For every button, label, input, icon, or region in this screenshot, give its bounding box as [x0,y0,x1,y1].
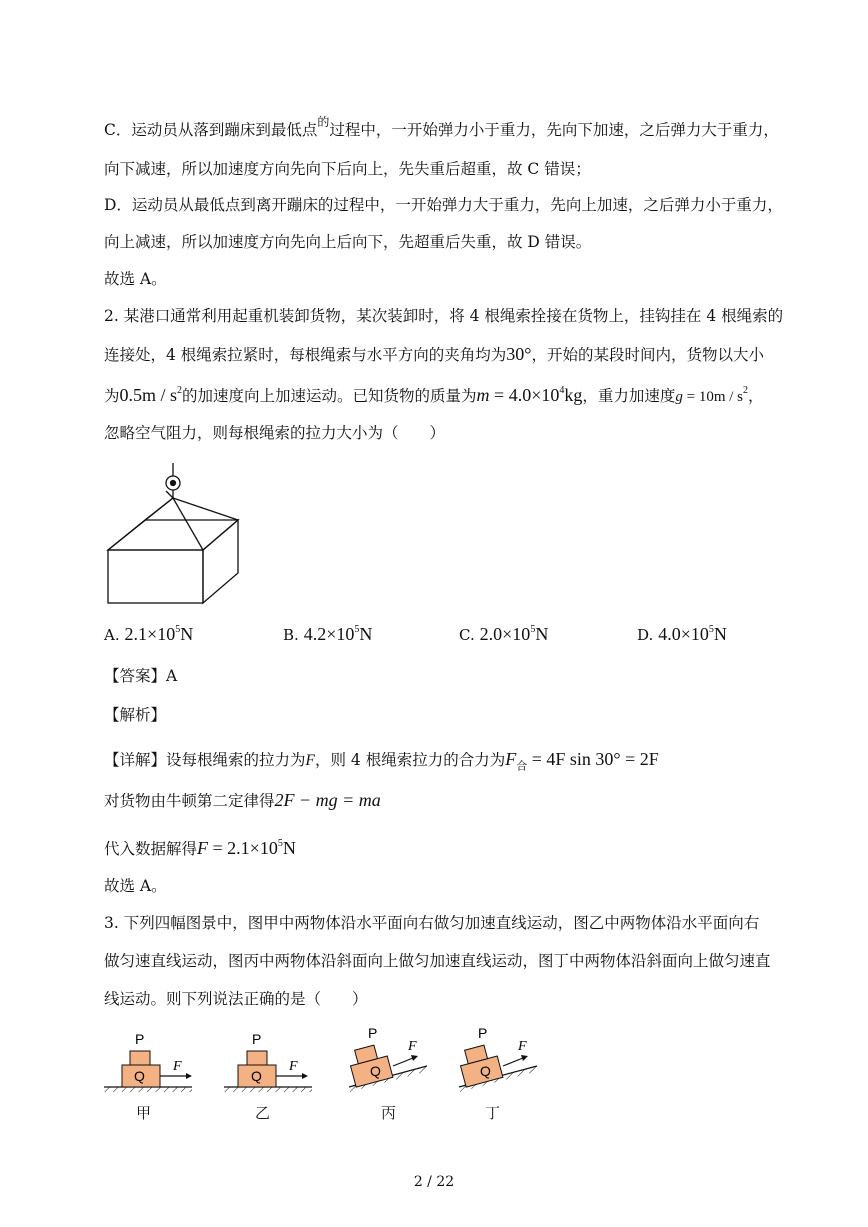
hook-center [171,481,176,486]
label-force: F [518,1039,527,1054]
math-segment: 4.0×10 [658,624,709,644]
result-equation [197,838,296,858]
math-segment: 2.0×10 [479,624,531,644]
text-segment: 为 [104,387,120,405]
exponent: 2 [177,385,183,396]
text-segment: ，开始的某段时间内，货物以大小 [531,346,765,364]
exponent: 5 [277,838,283,849]
math-var: m [476,385,490,405]
diagram-jia [104,1031,192,1092]
caption-ding: 丁 [485,1104,501,1122]
substitute-line [104,836,296,861]
label-force: F [408,1039,417,1054]
exponent: 5 [530,624,536,635]
text-segment: C．运动员从落到蹦床到最低点 [104,121,318,139]
text-segment: ，则 4 根绳索拉力的合力为 [314,751,506,769]
diagram-bing [347,1025,428,1092]
text-segment: 的加速度向上加速运动。已知货物的质量为 [182,387,477,405]
text-segment: 过程中，一开始弹力小于重力，先向下加速，之后弹力大于重力， [329,121,779,139]
box-top-face [108,520,238,550]
unit: N [359,624,373,644]
text-segment: 连接处，4 根绳索拉紧时，每根绳索与水平方向的夹角均为 [104,346,507,364]
page-number: 2 / 22 [413,1174,455,1190]
box-front-face [108,550,203,603]
unit: kg [564,385,583,405]
figure-3-diagrams [100,1020,550,1105]
newton-line [104,788,381,813]
math-segment: = 10m / s [682,389,744,405]
mass-value [477,385,583,405]
unit: N [713,624,727,644]
option-label: B. [283,626,299,644]
rope [145,498,173,520]
math-segment: = 4F sin 30° = 2F [527,749,659,769]
exponent: 2 [743,385,749,396]
text-line: 向下减速，所以加速度方向先向下后向上，先失重后超重，故 C 错误； [104,160,591,178]
rope [173,498,238,520]
question-3-text: 3. 下列四幅图景中，图甲中两物体沿水平面向右做匀加速直线运动，图乙中两物体沿水平面向右 [104,914,760,932]
text-line [104,342,764,367]
block-p [130,1051,150,1065]
label-p: P [135,1031,145,1047]
option-label: C. [459,626,475,644]
text-line: 线运动。则下列说法正确的是（ ） [104,990,368,1008]
text-line: 向上减速，所以加速度方向先向上后向下，先超重后失重，故 D 错误。 [104,233,592,251]
question-2-text: 2. 某港口通常利用起重机装卸货物，某次装卸时，将 4 根绳索拴接在货物上，挂钩挂在 4 根绳索的 [104,307,784,325]
label-p: P [478,1025,488,1041]
detail-line [104,747,659,773]
unit: N [535,624,549,644]
acceleration-value [120,385,183,405]
math-segment: 0.5m / s [119,385,178,405]
label-force: F [173,1059,182,1074]
subscript: 合 [516,760,528,773]
diagram-yi [224,1031,312,1092]
label-q: Q [370,1063,381,1079]
option-c[interactable] [459,624,548,645]
caption-yi: 乙 [255,1104,271,1122]
text-line [104,383,764,409]
crane-cargo-figure [100,460,245,610]
text-segment: 【详解】设每根绳索的拉力为 [104,751,306,769]
text-segment: 代入数据解得 [104,840,198,858]
label-q: Q [251,1068,262,1084]
math-segment: 4.2×10 [303,624,355,644]
text-segment: 对货物由牛顿第二定律得 [104,792,275,810]
label-q: Q [480,1063,491,1079]
answer-line: 【答案】A [104,667,178,685]
text-line: 忽略空气阻力，则每根绳索的拉力大小为（ ） [104,424,446,442]
unit: N [180,624,194,644]
diagram-ding [457,1025,538,1092]
label-p: P [252,1031,262,1047]
text-line: 做匀速直线运动，图丙中两物体沿斜面向上做匀加速直线运动，图丁中两物体沿斜面向上做匀速直 [104,952,771,970]
resultant-equation [505,749,659,773]
math-var: F [197,838,209,858]
option-label: A. [104,626,120,644]
math-var: F [305,752,315,769]
text-segment: ，重力加速度 [582,387,676,405]
math-var: g [675,389,683,405]
label-q: Q [134,1068,145,1084]
text-line [104,115,779,143]
math-var: F [505,749,517,769]
block-p [247,1051,267,1065]
box-side-face [203,520,238,603]
option-b[interactable] [283,624,372,645]
math-segment: = 2.1×10 [208,838,278,858]
rope [173,498,203,550]
exponent: 5 [175,624,181,635]
caption-bing: 丙 [381,1104,397,1122]
option-value [480,624,549,644]
math-segment: = 4.0×10 [489,385,560,405]
option-value [658,624,727,644]
exponent: 4 [559,385,565,396]
analysis-heading: 【解析】 [104,706,167,724]
gravity-value [675,385,749,405]
exponent: 5 [708,624,714,635]
newton-equation: 2F − mg = ma [274,790,381,810]
angle-value: 30° [506,344,532,364]
text-segment: ， [748,387,764,405]
unit: N [282,838,296,858]
caption-jia: 甲 [136,1104,152,1122]
text-line: D．运动员从最低点到离开蹦床的过程中，一开始弹力大于重力，先向上加速，之后弹力小于重力， [104,196,783,214]
label-force: F [289,1059,298,1074]
text-line: 故选 A。 [104,877,167,895]
text-segment: 的 [317,115,330,129]
hook-tip [166,491,173,498]
label-p: P [368,1025,378,1041]
option-value [304,624,373,644]
option-label: D. [637,626,654,644]
option-a[interactable] [104,624,193,645]
text-line: 故选 A。 [104,270,167,288]
math-segment: 2.1×10 [124,624,176,644]
option-value [125,624,194,644]
exponent: 5 [354,624,360,635]
option-d[interactable] [637,624,727,645]
